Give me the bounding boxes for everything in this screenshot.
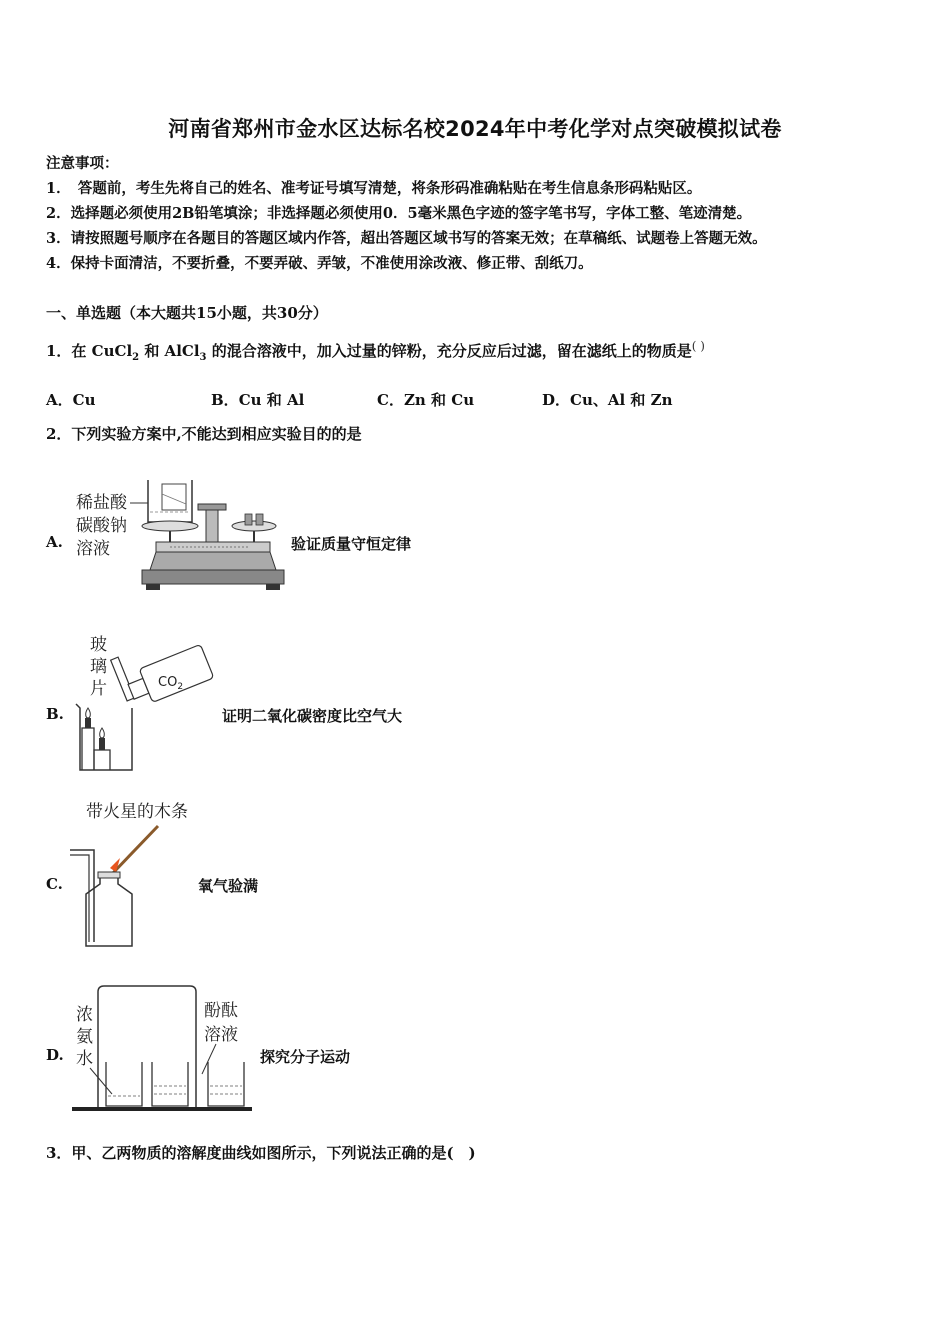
option-text: Zn 和 Cu <box>403 391 475 409</box>
note-item: 2．选择题必须使用2B铅笔填涂；非选择题必须使用0．5毫米黑色字迹的签字笔书写，字体工整、笔迹清楚。 <box>46 205 752 222</box>
label-ammonia-3: 水 <box>76 1049 93 1069</box>
q1-option-d[interactable] <box>542 389 673 410</box>
note-item: 1． 答题前，考生先将自己的姓名、准考证号填写清楚，将条形码准确粘贴在考生信息条形码粘贴区。 <box>46 180 702 197</box>
q2-option-a-caption: 验证质量守恒定律 <box>291 535 412 553</box>
q1-option-b[interactable] <box>211 389 304 410</box>
notes-heading: 注意事项： <box>46 155 119 172</box>
q1-option-a[interactable] <box>46 389 96 410</box>
q1-prefix: 1．在 CuCl <box>46 342 133 360</box>
label-solution: 溶液 <box>76 539 110 559</box>
option-letter: B． <box>211 391 239 409</box>
option-text: Cu 和 Al <box>238 391 305 409</box>
q2-option-d-letter[interactable]: D. <box>46 1046 64 1064</box>
question-1-stem <box>46 340 705 363</box>
q1-option-c[interactable] <box>377 389 474 410</box>
q1-suffix: 的混合溶液中，加入过量的锌粉，充分反应后过滤，留在滤纸上的物质是 <box>206 342 692 360</box>
q1-sub2: 3 <box>199 352 207 363</box>
balance-diagram <box>70 470 285 595</box>
section-heading: 一、单选题（本大题共15小题，共30分） <box>46 304 328 322</box>
page-title: 河南省郑州市金水区达标名校2024年中考化学对点突破模拟试卷 <box>168 117 782 141</box>
label-phenol-2: 溶液 <box>204 1025 238 1045</box>
label-hcl: 稀盐酸 <box>76 493 127 513</box>
q1-answer-paren: ( ) <box>691 339 705 353</box>
q2-option-c-letter[interactable]: C. <box>46 875 63 893</box>
q1-sub1: 2 <box>132 352 140 363</box>
oxygen-diagram <box>70 798 210 953</box>
q1-mid: 和 AlCl <box>139 342 200 360</box>
label-ammonia-2: 氨 <box>76 1027 93 1047</box>
label-phenol-1: 酚酞 <box>204 1001 238 1021</box>
q2-option-c-caption: 氧气验满 <box>198 877 259 895</box>
q2-option-b-letter[interactable]: B. <box>46 705 64 723</box>
co2-diagram <box>70 632 220 777</box>
label-glass-3: 片 <box>90 679 107 699</box>
label-glass-1: 玻 <box>90 635 107 655</box>
question-2-stem: 2．下列实验方案中,不能达到相应实验目的的是 <box>46 425 362 443</box>
label-ammonia-1: 浓 <box>76 1005 93 1025</box>
option-text: Cu、Al 和 Zn <box>570 391 673 409</box>
label-splint: 带火星的木条 <box>86 802 188 822</box>
option-letter: A． <box>46 391 73 409</box>
label-glass-2: 璃 <box>90 657 107 677</box>
q2-option-b-caption: 证明二氧化碳密度比空气大 <box>222 707 403 725</box>
question-3-stem: 3．甲、乙两物质的溶解度曲线如图所示，下列说法正确的是( ) <box>46 1144 476 1162</box>
q2-option-d-caption: 探究分子运动 <box>260 1048 351 1066</box>
note-item: 3．请按照题号顺序在各题目的答题区域内作答，超出答题区域书写的答案无效；在草稿纸、试题卷上答题无效。 <box>46 230 767 247</box>
molecule-diagram <box>70 978 260 1114</box>
note-item: 4．保持卡面清洁，不要折叠，不要弄破、弄皱，不准使用涂改液、修正带、刮纸刀。 <box>46 255 593 272</box>
label-na2co3: 碳酸钠 <box>76 516 127 536</box>
bottle-sub: 2 <box>177 682 184 692</box>
option-text: Cu <box>72 391 96 409</box>
option-letter: C． <box>377 391 404 409</box>
q2-option-a-letter[interactable]: A. <box>46 533 63 551</box>
bottle-co: CO <box>158 675 178 690</box>
option-letter: D． <box>542 391 571 409</box>
